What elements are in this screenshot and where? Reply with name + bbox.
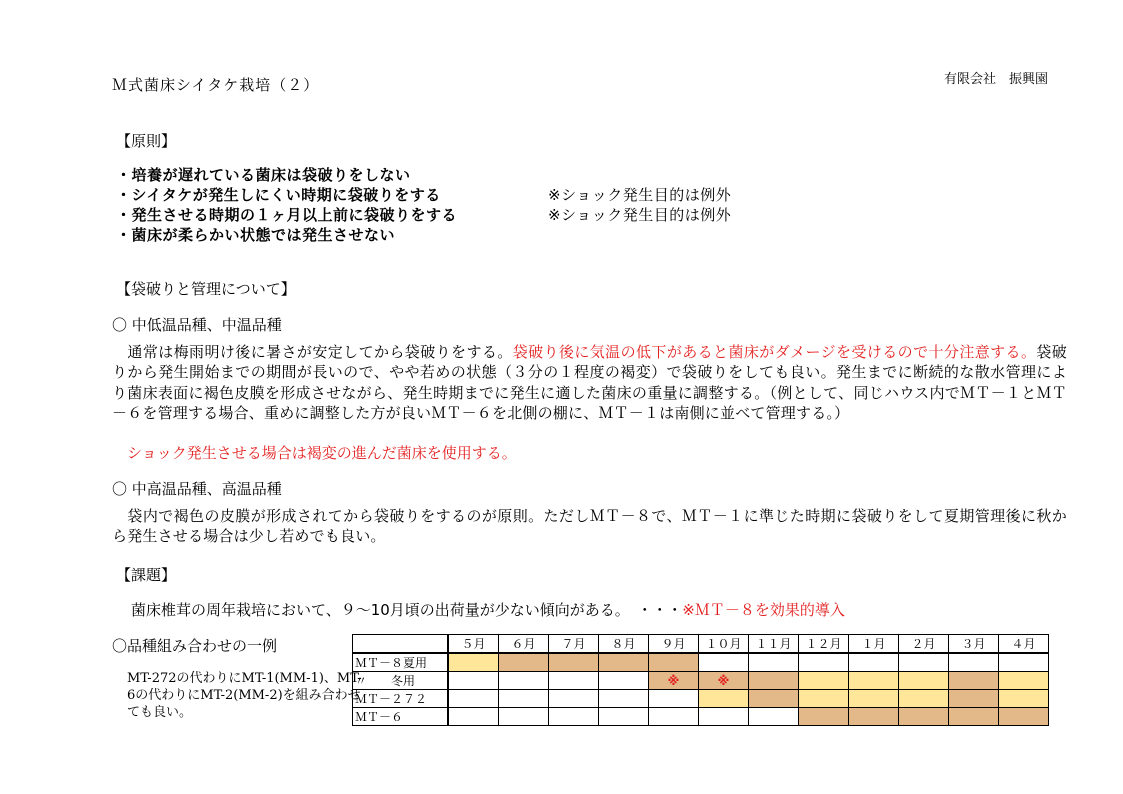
month-header: １１月	[749, 635, 799, 654]
subheading-mid-low-temp: 〇 中低温品種、中温品種	[112, 316, 282, 334]
schedule-cell	[849, 690, 899, 708]
schedule-cell	[999, 708, 1049, 726]
schedule-cell	[448, 653, 499, 672]
schedule-cell	[949, 672, 999, 690]
principle-note-2: ※ショック発生目的は例外	[548, 206, 732, 224]
combo-side-note: MT-272の代わりにMT-1(MM-1)、MT-6の代わりにMT-2(MM-2)を組み合わせても良い。	[127, 671, 362, 720]
principle-item-4: ・菌床が柔らかい状態では発生させない	[116, 226, 396, 244]
schedule-cell	[499, 690, 549, 708]
schedule-cell	[499, 708, 549, 726]
schedule-cell	[549, 708, 599, 726]
variety-label: ＭＴ－２７２	[353, 690, 449, 708]
schedule-cell	[849, 653, 899, 672]
principle-item-3: ・発生させる時期の１ヶ月以上前に袋破りをする	[116, 206, 458, 224]
paragraph-text: 袋破りから発生開始までの期間が長いので、やや若めの状態（３分の１程度の褐変）で袋破りをしても良い。発生までに断続的な散水管理により菌床表面に褐色皮膜を形成させながら、発生時期までに発生に適した菌床の重量に調整する。（例として、同じハウス内でＭＴ－１とＭＴ－６を管理する場合、重めに調整した方が良いＭＴ－６を北側の棚に、ＭＴ－１は南側に並べて管理する。）	[112, 343, 1068, 422]
schedule-cell	[949, 708, 999, 726]
variety-schedule-table	[352, 634, 1049, 726]
month-header: ９月	[649, 635, 699, 654]
issue-text	[131, 599, 845, 620]
management-heading: 【袋破りと管理について】	[116, 280, 296, 298]
schedule-cell	[999, 653, 1049, 672]
schedule-cell	[799, 690, 849, 708]
schedule-cell	[549, 690, 599, 708]
month-header: ４月	[999, 635, 1049, 654]
table-row	[353, 653, 1049, 672]
variety-label: ＭＴ－８夏用	[353, 653, 449, 672]
paragraph-mid-high-temp: 袋内で褐色の皮膜が形成されてから袋破りをするのが原則。ただしＭＴ－８で、ＭＴ－１に準じた時期に袋破りをして夏期管理後に秋から発生させる場合は少し若めでも良い。	[112, 507, 1067, 546]
schedule-cell	[949, 653, 999, 672]
table-header-row	[353, 635, 1049, 654]
month-header: ８月	[599, 635, 649, 654]
schedule-cell	[599, 690, 649, 708]
principle-item-2: ・シイタケが発生しにくい時期に袋破りをする	[116, 186, 441, 204]
shock-note: ショック発生させる場合は褐変の進んだ菌床を使用する。	[112, 444, 517, 462]
paragraph-mid-low-temp	[112, 342, 1067, 423]
schedule-cell	[649, 690, 699, 708]
schedule-cell	[499, 653, 549, 672]
month-header: ７月	[549, 635, 599, 654]
schedule-cell	[599, 653, 649, 672]
issue-body: 菌床椎茸の周年栽培において、９～10月頃の出荷量が少ない傾向がある。 ・・・	[131, 601, 683, 619]
variety-label: 〃 冬用	[353, 672, 449, 690]
schedule-cell	[599, 708, 649, 726]
schedule-cell	[999, 690, 1049, 708]
schedule-cell	[699, 672, 749, 690]
table-row	[353, 690, 1049, 708]
schedule-cell	[749, 690, 799, 708]
company-name: 有限会社 振興園	[944, 72, 1049, 87]
schedule-cell	[899, 690, 949, 708]
table-corner	[353, 635, 449, 654]
schedule-cell	[699, 708, 749, 726]
principle-note-1: ※ショック発生目的は例外	[548, 186, 732, 204]
month-header: ６月	[499, 635, 549, 654]
principle-item-1: ・培養が遅れている菌床は袋破りをしない	[116, 166, 411, 184]
paragraph-warning: 袋破り後に気温の低下があると菌床がダメージを受けるので十分注意する。	[512, 343, 1037, 361]
schedule-cell	[799, 708, 849, 726]
table-row	[353, 672, 1049, 690]
shock-mark: ※	[667, 673, 680, 688]
schedule-cell	[699, 653, 749, 672]
combo-heading: 〇品種組み合わせの一例	[112, 637, 278, 655]
schedule-cell	[799, 653, 849, 672]
month-header: ５月	[448, 635, 499, 654]
schedule-cell	[899, 708, 949, 726]
variety-label: ＭＴ－６	[353, 708, 449, 726]
month-header: １月	[849, 635, 899, 654]
schedule-cell	[499, 672, 549, 690]
schedule-cell	[999, 672, 1049, 690]
schedule-cell	[749, 672, 799, 690]
schedule-cell	[599, 672, 649, 690]
shock-mark: ※	[717, 673, 730, 688]
schedule-cell	[899, 672, 949, 690]
issue-solution: ※ＭＴ－８を効果的導入	[682, 601, 845, 619]
schedule-cell	[649, 653, 699, 672]
paragraph-text: 通常は梅雨明け後に暑さが安定してから袋破りをする。	[112, 343, 513, 361]
schedule-cell	[949, 690, 999, 708]
schedule-cell	[849, 708, 899, 726]
month-header: ３月	[949, 635, 999, 654]
schedule-cell	[448, 708, 499, 726]
schedule-cell	[799, 672, 849, 690]
principles-heading: 【原則】	[116, 132, 177, 150]
schedule-cell	[899, 653, 949, 672]
subheading-mid-high-temp: 〇 中高温品種、高温品種	[112, 480, 282, 498]
schedule-cell	[649, 708, 699, 726]
month-header: ２月	[899, 635, 949, 654]
schedule-cell	[549, 672, 599, 690]
table-row	[353, 708, 1049, 726]
schedule-cell	[699, 690, 749, 708]
schedule-cell	[749, 708, 799, 726]
issue-heading: 【課題】	[116, 566, 177, 584]
schedule-cell	[849, 672, 899, 690]
month-header: １２月	[799, 635, 849, 654]
schedule-cell	[549, 653, 599, 672]
schedule-cell	[448, 690, 499, 708]
page-title: Ｍ式菌床シイタケ栽培（２）	[112, 76, 320, 94]
schedule-cell	[448, 672, 499, 690]
schedule-cell	[749, 653, 799, 672]
month-header: １０月	[699, 635, 749, 654]
schedule-cell	[649, 672, 699, 690]
